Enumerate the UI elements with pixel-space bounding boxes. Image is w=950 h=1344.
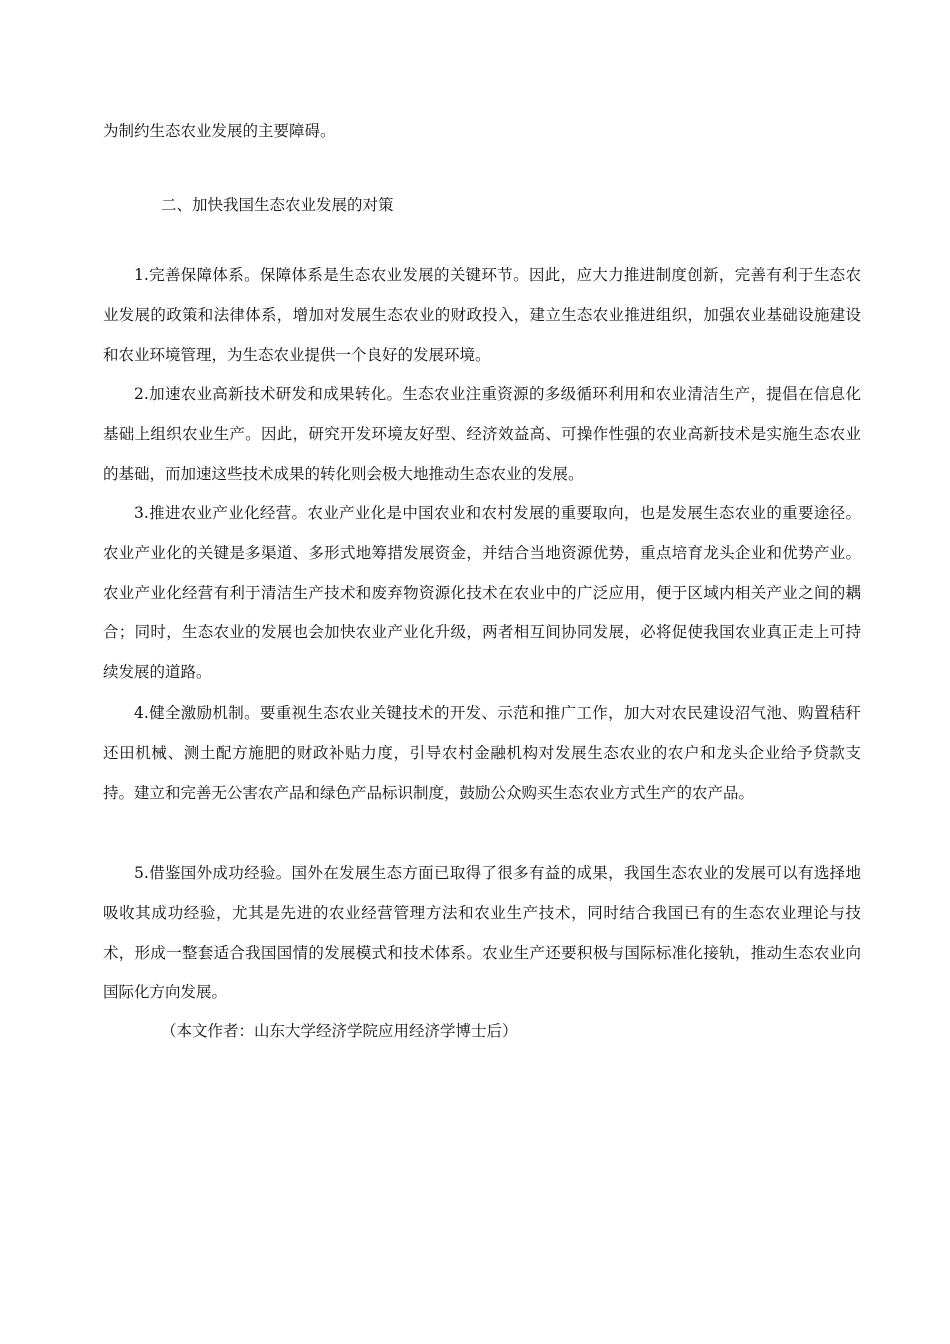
paragraph-3: 3.推进农业产业化经营。农业产业化是中国农业和农村发展的重要取向，也是发展生态农业的重要途径。农业产业化的关键是多渠道、多形式地筹措发展资金，并结合当地资源优势，重点培育龙头企业和优势产业。农业产业化经营有利于清洁生产技术和废弃物资源化技术在农业中的广泛应用，便于区域内相关产业之间的耦合；同时，生态农业的发展也会加快农业产业化升级，两者相互间协同发展，必将促使我国农业真正走上可持续发展的道路。 — [103, 504, 861, 682]
paragraph-1: 1.完善保障体系。保障体系是生态农业发展的关键环节。因此，应大力推进制度创新，完善有利于生态农业发展的政策和法律体系，增加对发展生态农业的财政投入，建立生态农业推进组织，加强农业基础设施建设和农业环境管理，为生态农业提供一个良好的发展环境。 — [103, 266, 861, 364]
paragraph-2: 2.加速农业高新技术研发和成果转化。生态农业注重资源的多级循环利用和农业清洁生产，提倡在信息化基础上组织农业生产。因此，研究开发环境友好型、经济效益高、可操作性强的农业高新技术是实施生态农业的基础，而加速这些技术成果的转化则会极大地推动生态农业的发展。 — [103, 385, 861, 483]
paragraph-5: 5.借鉴国外成功经验。国外在发展生态方面已取得了很多有益的成果，我国生态农业的发展可以有选择地吸收其成功经验，尤其是先进的农业经营管理方法和农业生产技术，同时结合我国已有的生态农业理论与技术，形成一整套适合我国国情的发展模式和技术体系。农业生产还要积极与国际标准化接轨，推动生态农业向国际化方向发展。 — [103, 864, 861, 1002]
continuation-text: 为制约生态农业发展的主要障碍。 — [103, 122, 336, 140]
section-heading: 二、加快我国生态农业发展的对策 — [161, 196, 394, 214]
author-note: （本文作者：山东大学经济学院应用经济学博士后） — [161, 1022, 518, 1040]
paragraph-4: 4.健全激励机制。要重视生态农业关键技术的开发、示范和推广工作，加大对农民建设沼气池、购置秸秆还田机械、测土配方施肥的财政补贴力度，引导农村金融机构对发展生态农业的农户和龙头企业给予贷款支持。建立和完善无公害农产品和绿色产品标识制度，鼓励公众购买生态农业方式生产的农产品。 — [103, 704, 861, 802]
